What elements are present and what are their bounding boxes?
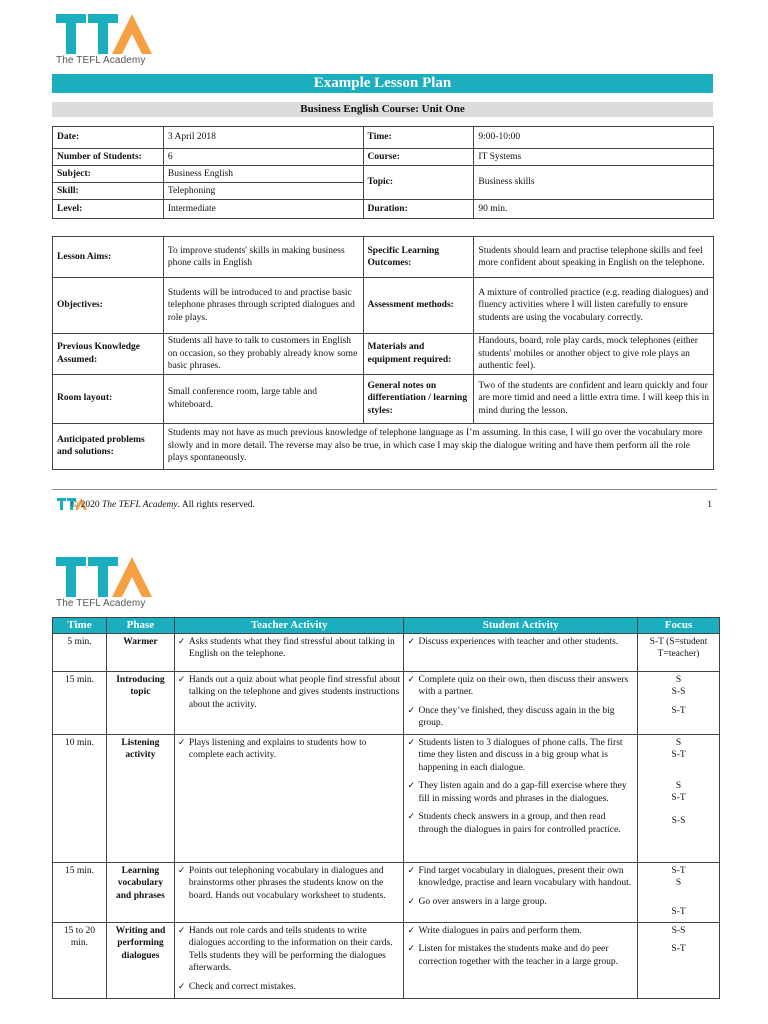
row-phase: Introducing topic (106, 671, 174, 734)
checkmark-icon: ✓ (177, 737, 186, 748)
teacher-activity-item (178, 674, 401, 712)
student-activity-text: Find target vocabulary in dialogues, present their own knowledge, practise and learn vocabulary with handout. (418, 865, 632, 888)
page-title: Example Lesson Plan (52, 74, 713, 93)
page-number: 1 (707, 500, 712, 510)
focus-value: S-T (671, 865, 686, 876)
time-label: Time: (363, 127, 474, 149)
checkmark-icon: ✓ (407, 944, 416, 954)
focus-value: S-T (671, 944, 686, 954)
focus-value: S (675, 737, 682, 748)
checkmark-icon: ✓ (177, 865, 186, 876)
lesson-aims-table (52, 236, 714, 470)
focus-value: S-T (671, 793, 686, 803)
objectives-value: Students will be introduced to and practise basic telephone phrases through scripted dialogues and role plays. (163, 278, 363, 334)
prev-knowledge-label: Previous Knowledge Assumed: (53, 334, 164, 375)
header-phase: Phase (106, 618, 174, 634)
time-value: 9:00-10:00 (474, 127, 714, 149)
row-phase: Writing and performing dialogues (106, 922, 174, 998)
topic-label: Topic: (363, 166, 474, 200)
student-activity-item (407, 737, 634, 775)
subject-value: Business English (163, 166, 363, 183)
row-student-activity (404, 734, 638, 862)
focus-value: S-T (671, 906, 686, 917)
teacher-activity-text: Hands out role cards and tells students to write dialogues according to the information on their cards. Tells students they will be performing the dialogues afterwards. (188, 925, 393, 973)
teacher-activity-item (178, 925, 401, 975)
room-layout-value: Small conference room, large table and whiteboard. (163, 374, 363, 423)
header-student-activity: Student Activity (404, 618, 638, 634)
checkmark-icon: ✓ (407, 737, 416, 748)
checkmark-icon: ✓ (407, 636, 416, 647)
row-time: 15 min. (53, 671, 107, 734)
lesson-plan-rows (53, 633, 720, 998)
student-activity-text: Students listen to 3 dialogues of phone calls. The first time they listen and discuss in a big group what is happening in each dialogue. (418, 737, 623, 773)
row-teacher-activity (174, 734, 404, 862)
teacher-activity-text: Asks students what they find stressful about talking in English on the telephone. (188, 636, 395, 659)
duration-label: Duration: (363, 200, 474, 219)
table-row (53, 862, 720, 922)
skill-value: Telephoning (163, 183, 363, 200)
checkmark-icon: ✓ (407, 896, 416, 907)
row-focus (638, 671, 720, 734)
checkmark-icon: ✓ (407, 925, 416, 936)
student-activity-text: They listen again and do a gap-fill exercise where they fill in missing words and phrases in the dialogues. (418, 781, 627, 804)
page-subtitle: Business English Course: Unit One (52, 102, 713, 117)
slo-value: Students should learn and practise telephone skills and feel more confident about speaking in English on the telephone. (474, 237, 714, 278)
student-activity-item (407, 636, 634, 649)
checkmark-icon: ✓ (177, 925, 186, 936)
objectives-label: Objectives: (53, 278, 164, 334)
row-time: 10 min. (53, 734, 107, 862)
students-value: 6 (163, 149, 363, 166)
date-label: Date: (53, 127, 164, 149)
teacher-activity-text: Hands out a quiz about what people find stressful about talking on the telephone and gives students instructions about the activity. (188, 674, 401, 710)
tta-logo-icon-page2 (56, 557, 152, 597)
students-label: Number of Students: (53, 149, 164, 166)
row-focus (638, 633, 720, 671)
course-label: Course: (363, 149, 474, 166)
student-activity-text: Students check answers in a group, and then read through the dialogues in pairs for controlled practice. (418, 812, 621, 835)
assessment-label: Assessment methods: (363, 278, 474, 334)
problems-value: Students may not have as much previous knowledge of telephone language as I’m assuming. In this case, I will go over the vocabulary more slowly and in more detail. The reverse may also be true, in which case I may skip the dialogue writing and have them perform all the role plays spontaneously. (163, 423, 713, 469)
teacher-activity-text: Plays listening and explains to students how to complete each activity. (188, 737, 367, 760)
focus-value: S-S (671, 815, 686, 826)
teacher-activity-item (178, 865, 401, 903)
checkmark-icon: ✓ (177, 981, 186, 992)
aims-value: To improve students' skills in making business phone calls in English (163, 237, 363, 278)
tta-logo-mark-page2 (56, 557, 152, 597)
student-activity-text: Once they’ve finished, they discuss again in the big group. (418, 705, 615, 728)
assessment-value: A mixture of controlled practice (e.g. reading dialogues) and fluency activities where I will listen carefully to ensure students are using the vocabulary correctly. (474, 278, 714, 334)
header-teacher-activity: Teacher Activity (174, 618, 404, 634)
aims-label: Lesson Aims: (53, 237, 164, 278)
footer-copyright: © 2020 The TEFL Academy. All rights reserved. (71, 500, 255, 510)
slo-label: Specific Learning Outcomes: (363, 237, 474, 278)
page-footer (52, 498, 712, 512)
teacher-activity-text: Check and correct mistakes. (188, 981, 297, 992)
course-value: IT Systems (474, 149, 714, 166)
student-activity-item (407, 925, 634, 938)
focus-value: S-T (671, 705, 686, 716)
table-row (53, 633, 720, 671)
row-student-activity (404, 633, 638, 671)
materials-label: Materials and equipment required: (363, 334, 474, 375)
row-teacher-activity (174, 671, 404, 734)
checkmark-icon: ✓ (407, 865, 416, 876)
focus-value: S (675, 674, 682, 685)
row-phase: Warmer (106, 633, 174, 671)
student-activity-item (407, 896, 634, 909)
student-activity-text: Listen for mistakes the students make and do peer correction together with the teacher in a large group. (418, 944, 618, 967)
focus-value: S (675, 780, 682, 791)
row-time: 15 to 20 min. (53, 922, 107, 998)
focus-value: S (675, 878, 682, 888)
checkmark-icon: ✓ (407, 705, 416, 716)
teacher-activity-item (178, 981, 401, 994)
topic-value: Business skills (474, 166, 714, 200)
problems-label: Anticipated problems and solutions: (53, 423, 164, 469)
materials-value: Handouts, board, role play cards, mock telephones (either students' mobiles or another object to give role plays an authentic feel). (474, 334, 714, 375)
student-activity-text: Write dialogues in pairs and perform them. (418, 925, 582, 936)
level-label: Level: (53, 200, 164, 219)
row-teacher-activity (174, 862, 404, 922)
table-row (53, 734, 720, 862)
level-value: Intermediate (163, 200, 363, 219)
table-row (53, 671, 720, 734)
teacher-activity-text: Points out telephoning vocabulary in dialogues and brainstorms other phrases the students know on the board. Hands out vocabulary worksheet to students. (188, 865, 386, 901)
checkmark-icon: ✓ (407, 812, 416, 822)
tta-logo-tagline-page2: The TEFL Academy (56, 598, 146, 609)
student-activity-item (407, 674, 634, 699)
focus-value: S-S (671, 925, 686, 936)
tta-logo (56, 14, 152, 66)
prev-knowledge-value: Students all have to talk to customers in English on occasion, so they probably already know some basic phrases. (163, 334, 363, 375)
student-activity-item (407, 865, 634, 890)
row-phase: Listening activity (106, 734, 174, 862)
row-student-activity (404, 671, 638, 734)
focus-value: S-S (671, 687, 686, 697)
notes-value: Two of the students are confident and learn quickly and four are more timid and need a little extra time. I will keep this in mind during the lesson. (474, 374, 714, 423)
row-time: 5 min. (53, 633, 107, 671)
date-value: 3 April 2018 (163, 127, 363, 149)
lesson-info-table (52, 126, 714, 219)
duration-value: 90 min. (474, 200, 714, 219)
table-row (53, 922, 720, 998)
header-time: Time (53, 618, 107, 634)
checkmark-icon: ✓ (177, 674, 186, 685)
checkmark-icon: ✓ (407, 674, 416, 685)
room-layout-label: Room layout: (53, 374, 164, 423)
row-focus (638, 734, 720, 862)
row-focus (638, 862, 720, 922)
row-time: 15 min. (53, 862, 107, 922)
focus-value: S-T (S=student (649, 636, 708, 647)
checkmark-icon: ✓ (177, 636, 186, 647)
row-focus (638, 922, 720, 998)
focus-value: S-T (671, 750, 686, 760)
teacher-activity-item (178, 737, 401, 762)
student-activity-item (407, 811, 634, 836)
checkmark-icon: ✓ (407, 781, 416, 791)
student-activity-text: Go over answers in a large group. (418, 896, 547, 907)
student-activity-text: Discuss experiences with teacher and other students. (418, 636, 619, 647)
student-activity-text: Complete quiz on their own, then discuss their answers with a partner. (418, 674, 629, 697)
student-activity-item (407, 705, 634, 730)
tta-logo-tagline: The TEFL Academy (56, 55, 146, 66)
teacher-activity-item (178, 636, 401, 661)
tta-logo-mark (56, 14, 152, 54)
row-teacher-activity (174, 633, 404, 671)
student-activity-item (407, 780, 634, 805)
subject-label: Subject: (53, 166, 164, 183)
row-teacher-activity (174, 922, 404, 998)
tta-logo-page2 (56, 557, 152, 609)
row-phase: Learning vocabulary and phrases (106, 862, 174, 922)
skill-label: Skill: (53, 183, 164, 200)
student-activity-item (407, 943, 634, 968)
row-student-activity (404, 862, 638, 922)
focus-value: T=teacher) (657, 649, 700, 659)
lesson-plan-table (52, 617, 720, 999)
row-student-activity (404, 922, 638, 998)
notes-label: General notes on differentiation / learning styles: (363, 374, 474, 423)
footer-divider (52, 489, 717, 490)
tta-logo-icon (56, 14, 152, 54)
header-focus: Focus (638, 618, 720, 634)
